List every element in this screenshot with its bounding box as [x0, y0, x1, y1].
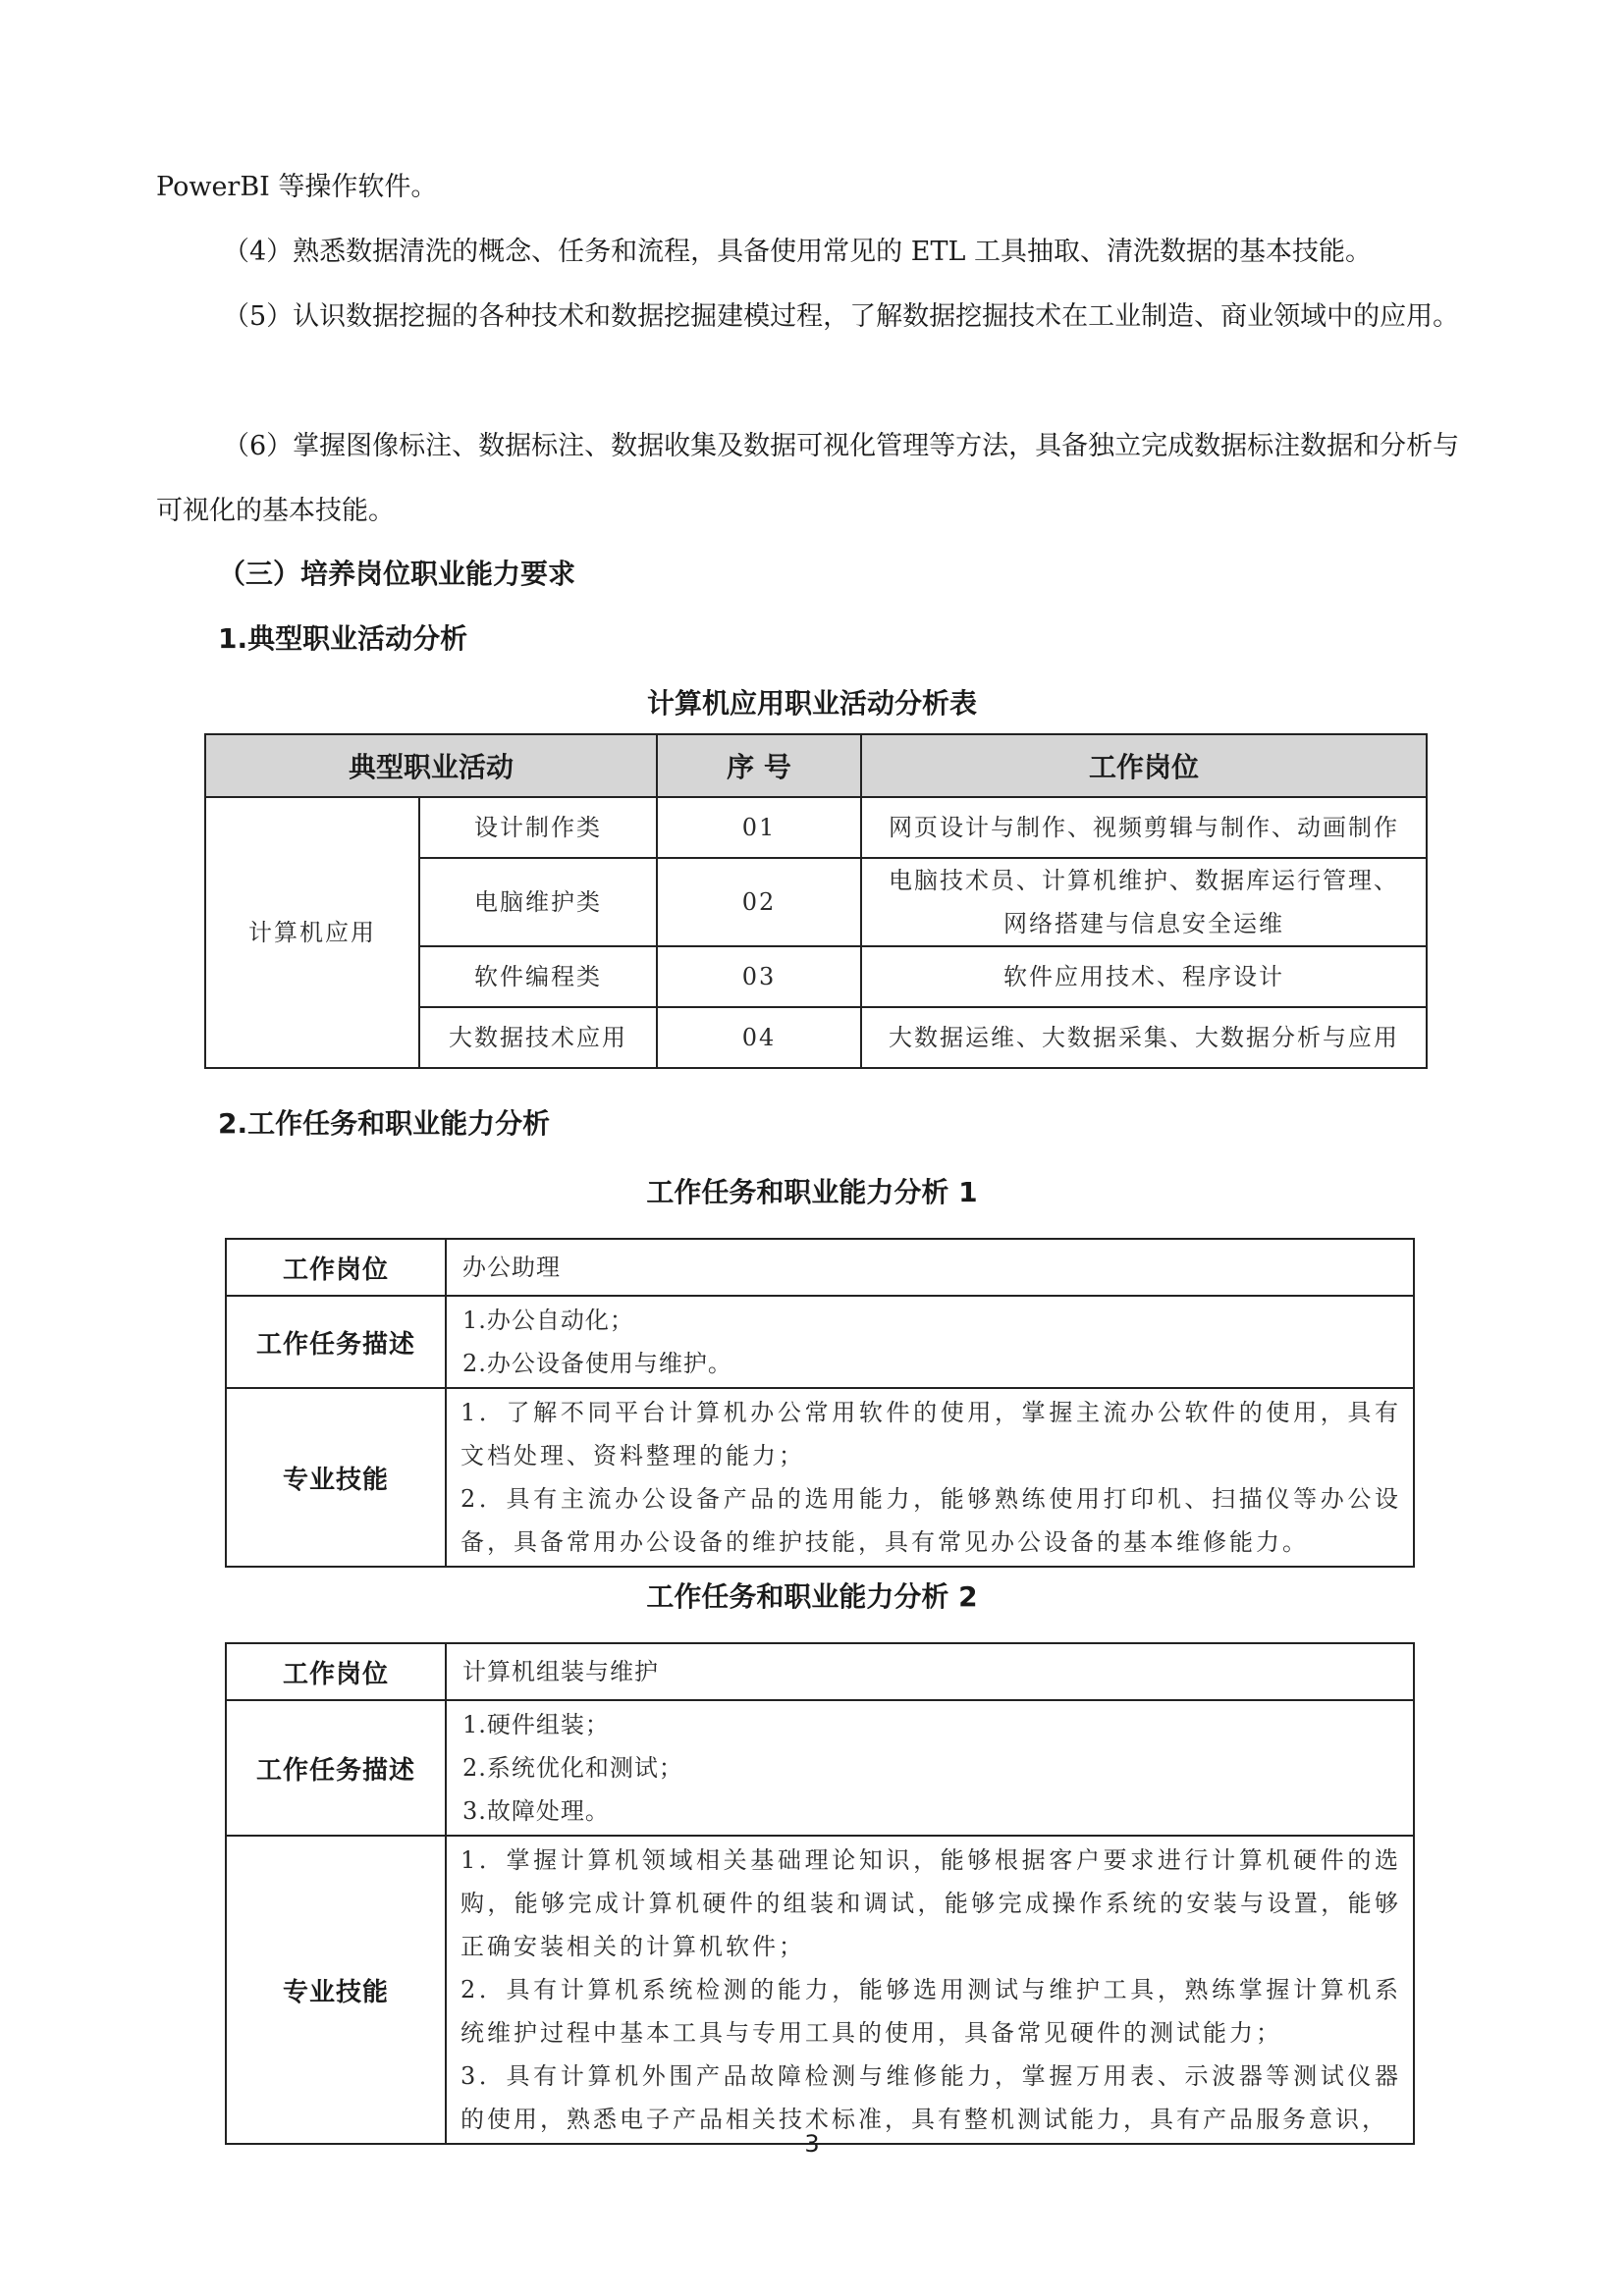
activity-table — [204, 733, 1428, 1069]
activity-jobs: 大数据运维、大数据采集、大数据分析与应用 — [861, 1007, 1427, 1068]
activity-group-cell: 计算机应用 — [205, 797, 419, 1068]
skill-item: 2．具有主流办公设备产品的选用能力，能够熟练使用打印机、扫描仪等办公设备，具备常用办公设备的维护技能，具有常见办公设备的基本维修能力。 — [460, 1485, 1401, 1556]
activity-jobs: 软件应用技术、程序设计 — [861, 946, 1427, 1007]
paragraph-item-6: （6）掌握图像标注、数据标注、数据收集及数据可视化管理等方法，具备独立完成数据标注数据和分析与可视化的基本技能。 — [156, 431, 1460, 526]
skill-item: 1．了解不同平台计算机办公常用软件的使用，掌握主流办公软件的使用，具有文档处理、资料整理的能力； — [460, 1399, 1401, 1469]
task-line: 1.办公自动化； — [462, 1307, 634, 1334]
skill-item: 3．具有计算机外围产品故障检测与维修能力，掌握万用表、示波器等测试仪器的使用，熟悉电子产品相关技术标准，具有整机测试能力，具有产品服务意识， — [460, 2062, 1401, 2133]
subsection-heading-1: 1.典型职业活动分析 — [218, 622, 468, 655]
paragraph-item-4: （4）熟悉数据清洗的概念、任务和流程，具备使用常见的 ETL 工具抽取、清洗数据的基本技能。 — [223, 237, 1372, 267]
activity-jobs — [861, 858, 1427, 946]
header-position: 工作岗位 — [861, 734, 1427, 797]
skill-item: 2．具有计算机系统检测的能力，能够选用测试与维护工具，熟练掌握计算机系统维护过程中基本工具与专用工具的使用，具备常见硬件的测试能力； — [460, 1976, 1401, 2047]
table-row — [226, 1700, 1414, 1836]
activity-number: 02 — [657, 858, 861, 946]
subsection-heading-2: 2.工作任务和职业能力分析 — [218, 1107, 551, 1140]
table-row — [226, 1643, 1414, 1700]
label-skills: 专业技能 — [226, 1388, 446, 1567]
activity-category: 大数据技术应用 — [419, 1007, 657, 1068]
page-number: 3 — [804, 2130, 820, 2158]
activity-category: 设计制作类 — [419, 797, 657, 858]
analysis-table-1 — [225, 1238, 1415, 1568]
value-position: 计算机组装与维护 — [446, 1643, 1414, 1700]
label-skills: 专业技能 — [226, 1836, 446, 2144]
header-number: 序 号 — [657, 734, 861, 797]
value-tasks — [446, 1296, 1414, 1388]
paragraph-item-5: （5）认识数据挖掘的各种技术和数据挖掘建模过程，了解数据挖掘技术在工业制造、商业领域中的应用。 — [223, 301, 1460, 332]
activity-jobs-line: 电脑技术员、计算机维护、数据库运行管理、 — [889, 867, 1400, 894]
activity-number: 01 — [657, 797, 861, 858]
value-tasks — [446, 1700, 1414, 1836]
table-caption-analysis-1: 工作任务和职业能力分析 1 — [646, 1176, 978, 1208]
table-header-row — [205, 734, 1427, 797]
task-line: 2.系统优化和测试； — [462, 1754, 683, 1782]
table-caption-activity: 计算机应用职业活动分析表 — [646, 687, 977, 720]
section-heading: （三）培养岗位职业能力要求 — [218, 558, 576, 590]
table-row — [205, 797, 1427, 858]
label-tasks: 工作任务描述 — [226, 1296, 446, 1388]
activity-number: 04 — [657, 1007, 861, 1068]
label-position: 工作岗位 — [226, 1239, 446, 1296]
label-position: 工作岗位 — [226, 1643, 446, 1700]
header-activity: 典型职业活动 — [205, 734, 657, 797]
task-line: 3.故障处理。 — [462, 1797, 610, 1825]
activity-category: 电脑维护类 — [419, 858, 657, 946]
table-row — [226, 1296, 1414, 1388]
value-skills — [446, 1836, 1414, 2144]
table-row — [226, 1239, 1414, 1296]
value-skills — [446, 1388, 1414, 1567]
activity-jobs: 网页设计与制作、视频剪辑与制作、动画制作 — [861, 797, 1427, 858]
label-tasks: 工作任务描述 — [226, 1700, 446, 1836]
activity-jobs-line: 网络搭建与信息安全运维 — [1003, 910, 1285, 937]
activity-number: 03 — [657, 946, 861, 1007]
task-line: 1.硬件组装； — [462, 1711, 610, 1738]
table-caption-analysis-2: 工作任务和职业能力分析 2 — [646, 1580, 978, 1613]
analysis-table-2 — [225, 1642, 1415, 2145]
task-line: 2.办公设备使用与维护。 — [462, 1350, 732, 1377]
value-position: 办公助理 — [446, 1239, 1414, 1296]
activity-category: 软件编程类 — [419, 946, 657, 1007]
paragraph-continuation: PowerBI 等操作软件。 — [156, 172, 438, 202]
table-row — [226, 1836, 1414, 2144]
table-row — [226, 1388, 1414, 1567]
skill-item: 1．掌握计算机领域相关基础理论知识，能够根据客户要求进行计算机硬件的选购，能够完成计算机硬件的组装和调试，能够完成操作系统的安装与设置，能够正确安装相关的计算机软件； — [460, 1846, 1401, 1960]
